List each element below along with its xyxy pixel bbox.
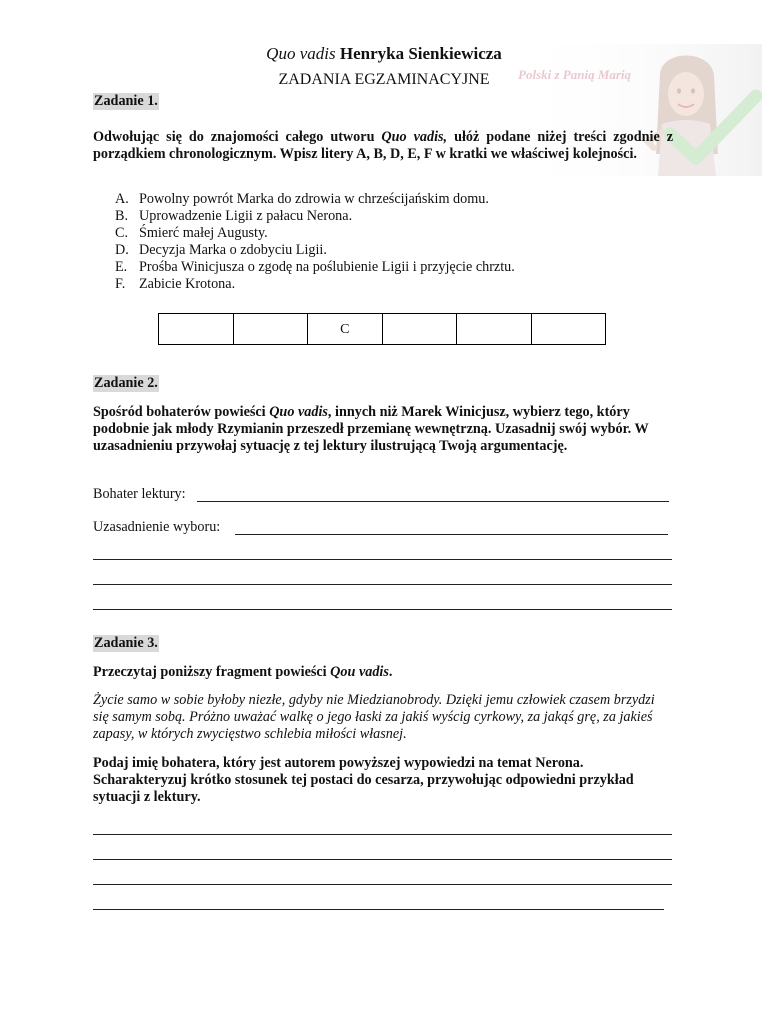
- answer-line[interactable]: [93, 559, 672, 560]
- task3-instruction-b: .: [388, 664, 393, 680]
- list-item-letter: E.: [115, 259, 128, 275]
- task3-instruction-a: Przeczytaj poniższy fragment powieści: [93, 664, 331, 680]
- watermark-text: Polski z Panią Marią: [518, 67, 632, 82]
- justification-answer-line[interactable]: [235, 534, 668, 535]
- hero-answer-line[interactable]: [197, 501, 669, 502]
- list-item: [115, 276, 675, 293]
- list-item-text: Prośba Winicjusza o zgodę na poślubienie Ligii i przyjęcie chrztu.: [139, 259, 515, 275]
- list-item-letter: F.: [115, 276, 126, 292]
- list-item-text: Decyzja Marka o zdobyciu Ligii.: [139, 242, 327, 258]
- hero-label: Bohater lektury:: [93, 486, 186, 502]
- task3-heading: Zadanie 3.: [94, 635, 158, 651]
- task1-instruction-a: Odwołując się do znajomości całego utworu: [93, 129, 382, 145]
- answer-box[interactable]: [532, 314, 606, 344]
- answer-box[interactable]: [159, 314, 234, 344]
- task1-instruction-work: Quo vadis,: [381, 129, 448, 145]
- justification-label: Uzasadnienie wyboru:: [93, 519, 221, 535]
- task3-quote: Życie samo w sobie byłoby niezłe, gdyby nie Miedzianobrody. Dzięki jemu człowiek czasem brzydzi się samym sobą. Próżno uważać walkę o jego łaski za jakiś wyścig cyrkowy, za jakąś grę, za jakieś zapasy, w których zwycięstwo schlebia miłości własnej.: [93, 692, 655, 742]
- list-item-text: Śmierć małej Augusty.: [139, 225, 268, 241]
- task1-answer-boxes: [158, 313, 606, 345]
- title-work: Quo vadis: [266, 44, 336, 63]
- task2-instruction-work: Quo vadis: [269, 404, 328, 420]
- list-item-text: Uprowadzenie Ligii z pałacu Nerona.: [139, 208, 353, 224]
- task3-instruction-work: Qou vadis: [330, 664, 389, 680]
- task2-instruction: [93, 404, 675, 455]
- task1-instruction-b: ułóż podane niżej treści zgodnie z porządkiem chronologicznym. Wpisz litery A, B, D, E, F w kratki we właściwej kolejności.: [93, 129, 673, 162]
- answer-line[interactable]: [93, 584, 672, 585]
- list-item-letter: A.: [115, 191, 129, 207]
- list-item: [115, 259, 675, 276]
- task1-list: [115, 191, 675, 293]
- answer-line[interactable]: [93, 609, 672, 610]
- task3-instruction: [93, 664, 673, 681]
- list-item-letter: C.: [115, 225, 129, 241]
- task1-heading: Zadanie 1.: [94, 93, 158, 109]
- answer-line[interactable]: [93, 859, 672, 860]
- answer-line[interactable]: [93, 834, 672, 835]
- task2-instruction-b: , innych niż Marek Winicjusz, wybierz tego, który podobnie jak młody Rzymianin przeszedł przemianę wewnętrzną. Uzasadnij swój wybór. W uzasadnieniu przywołaj sytuację z tej lektury ilustrującą Twoją argumentację.: [93, 404, 649, 454]
- answer-box[interactable]: [457, 314, 532, 344]
- task1-instruction: [93, 129, 673, 163]
- list-item-text: Zabicie Krotona.: [139, 276, 236, 292]
- answer-box[interactable]: [383, 314, 458, 344]
- task3-question: Podaj imię bohatera, który jest autorem powyższej wypowiedzi na temat Nerona. Scharakteryzuj krótko stosunek tej postaci do cesarza, przywołując odpowiedni przykład sytuacji z lektury.: [93, 755, 634, 805]
- answer-line[interactable]: [93, 884, 672, 885]
- answer-box[interactable]: [234, 314, 309, 344]
- list-item: [115, 208, 675, 225]
- page-subtitle: ZADANIA EGZAMINACYJNE: [278, 71, 490, 88]
- check-mark-icon: [662, 88, 762, 168]
- list-item: [115, 225, 675, 242]
- task2-instruction-a: Spośród bohaterów powieści: [93, 404, 270, 420]
- title-author: Henryka Sienkiewicza: [335, 44, 502, 63]
- list-item-letter: D.: [115, 242, 129, 258]
- list-item-letter: B.: [115, 208, 129, 224]
- page-title: [0, 44, 768, 64]
- list-item-text: Powolny powrót Marka do zdrowia w chrześcijańskim domu.: [139, 191, 489, 207]
- answer-line[interactable]: [93, 909, 664, 910]
- task2-heading: Zadanie 2.: [94, 375, 158, 391]
- list-item: [115, 191, 675, 208]
- answer-box[interactable]: C: [308, 314, 383, 344]
- list-item: [115, 242, 675, 259]
